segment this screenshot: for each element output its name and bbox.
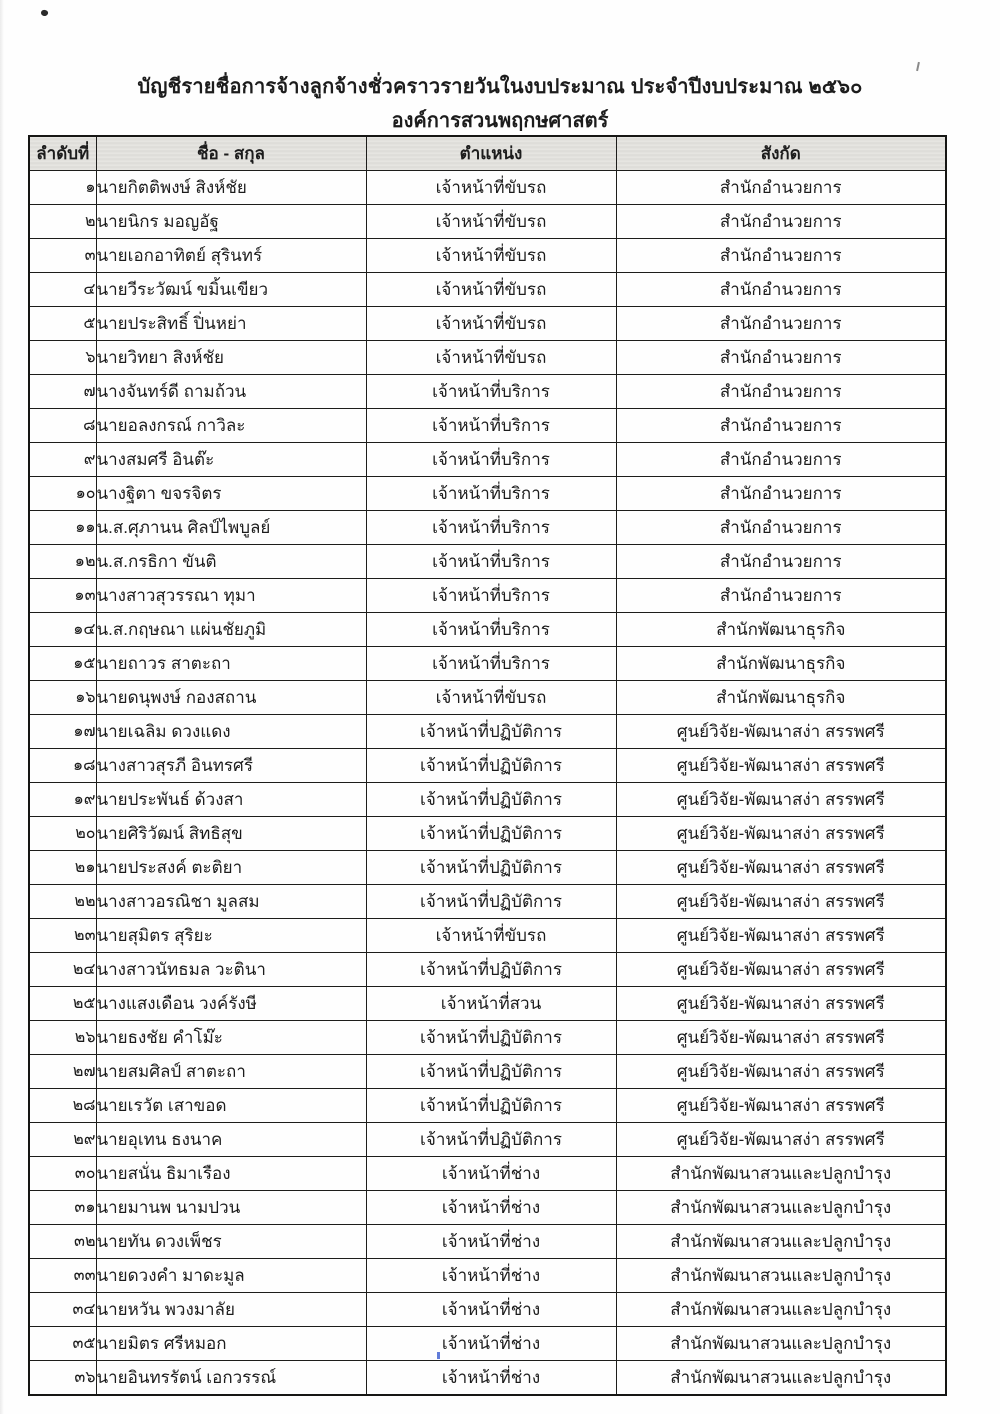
cell-position: เจ้าหน้าที่ช่าง — [366, 1361, 616, 1396]
cell-affiliation: สำนักอำนวยการ — [616, 579, 946, 613]
cell-index: ๑๖ — [29, 681, 96, 715]
cell-position: เจ้าหน้าที่บริการ — [366, 409, 616, 443]
cell-affiliation: ศูนย์วิจัย-พัฒนาสง่า สรรพศรี — [616, 1021, 946, 1055]
table-row — [29, 409, 946, 443]
cell-position: เจ้าหน้าที่บริการ — [366, 579, 616, 613]
cell-index: ๘ — [29, 409, 96, 443]
cell-index: ๑๕ — [29, 647, 96, 681]
cell-name: นายทัน ดวงเพ็ชร — [96, 1225, 366, 1259]
cell-index: ๒๒ — [29, 885, 96, 919]
table-row — [29, 1361, 946, 1396]
cell-affiliation: สำนักอำนวยการ — [616, 273, 946, 307]
cell-name: นายมานพ นามปวน — [96, 1191, 366, 1225]
table-row — [29, 613, 946, 647]
cell-affiliation: สำนักพัฒนาสวนและปลูกบำรุง — [616, 1259, 946, 1293]
employee-table-header — [29, 136, 946, 171]
table-row — [29, 783, 946, 817]
cell-position: เจ้าหน้าที่บริการ — [366, 613, 616, 647]
cell-affiliation: ศูนย์วิจัย-พัฒนาสง่า สรรพศรี — [616, 1123, 946, 1157]
cell-name: นายอินทรรัตน์ เอกวรรณ์ — [96, 1361, 366, 1396]
cell-index: ๗ — [29, 375, 96, 409]
table-row — [29, 1259, 946, 1293]
table-row — [29, 477, 946, 511]
cell-index: ๑๘ — [29, 749, 96, 783]
cell-affiliation: สำนักพัฒนาสวนและปลูกบำรุง — [616, 1157, 946, 1191]
cell-name: นายถาวร สาตะถา — [96, 647, 366, 681]
cell-index: ๒๓ — [29, 919, 96, 953]
table-row — [29, 239, 946, 273]
cell-name: นายวีระวัฒน์ ขมิ้นเขียว — [96, 273, 366, 307]
cell-index: ๓๔ — [29, 1293, 96, 1327]
cell-name: นายเฉลิม ดวงแดง — [96, 715, 366, 749]
cell-name: นายหวัน พวงมาลัย — [96, 1293, 366, 1327]
cell-name: นายมิตร ศรีหมอก — [96, 1327, 366, 1361]
table-row — [29, 273, 946, 307]
cell-name: นายประสิทธิ์ ปิ่นหย่า — [96, 307, 366, 341]
table-row — [29, 987, 946, 1021]
cell-name: นางสมศรี อินต๊ะ — [96, 443, 366, 477]
table-row — [29, 1021, 946, 1055]
cell-position: เจ้าหน้าที่บริการ — [366, 375, 616, 409]
table-row — [29, 545, 946, 579]
cell-position: เจ้าหน้าที่บริการ — [366, 477, 616, 511]
cell-name: นายสุมิตร สุริยะ — [96, 919, 366, 953]
cell-index: ๒๖ — [29, 1021, 96, 1055]
cell-index: ๒๑ — [29, 851, 96, 885]
cell-position: เจ้าหน้าที่ปฏิบัติการ — [366, 851, 616, 885]
cell-position: เจ้าหน้าที่ขับรถ — [366, 341, 616, 375]
column-header-affiliation: สังกัด — [616, 136, 946, 171]
cell-affiliation: สำนักพัฒนาธุรกิจ — [616, 647, 946, 681]
cell-name: นางจันทร์ดี ถามถ้วน — [96, 375, 366, 409]
table-row — [29, 715, 946, 749]
cell-name: นางสาวสุรภี อินทรศรี — [96, 749, 366, 783]
table-row — [29, 1191, 946, 1225]
table-row — [29, 749, 946, 783]
cell-index: ๓๑ — [29, 1191, 96, 1225]
cell-index: ๒๕ — [29, 987, 96, 1021]
table-row — [29, 817, 946, 851]
cell-index: ๒๐ — [29, 817, 96, 851]
cell-affiliation: สำนักอำนวยการ — [616, 341, 946, 375]
cell-affiliation: สำนักอำนวยการ — [616, 375, 946, 409]
cell-index: ๓๖ — [29, 1361, 96, 1396]
cell-index: ๓๕ — [29, 1327, 96, 1361]
cell-index: ๓๐ — [29, 1157, 96, 1191]
table-row — [29, 511, 946, 545]
cell-position: เจ้าหน้าที่ขับรถ — [366, 919, 616, 953]
cell-affiliation: ศูนย์วิจัย-พัฒนาสง่า สรรพศรี — [616, 987, 946, 1021]
cell-position: เจ้าหน้าที่บริการ — [366, 443, 616, 477]
cell-position: เจ้าหน้าที่สวน — [366, 987, 616, 1021]
cell-index: ๙ — [29, 443, 96, 477]
cell-name: นายวิทยา สิงห์ชัย — [96, 341, 366, 375]
cell-affiliation: สำนักอำนวยการ — [616, 239, 946, 273]
cell-position: เจ้าหน้าที่ปฏิบัติการ — [366, 817, 616, 851]
cell-index: ๓ — [29, 239, 96, 273]
cell-position: เจ้าหน้าที่ช่าง — [366, 1293, 616, 1327]
table-row — [29, 375, 946, 409]
cell-affiliation: ศูนย์วิจัย-พัฒนาสง่า สรรพศรี — [616, 953, 946, 987]
cell-position: เจ้าหน้าที่ปฏิบัติการ — [366, 1055, 616, 1089]
cell-affiliation: สำนักอำนวยการ — [616, 409, 946, 443]
cell-index: ๕ — [29, 307, 96, 341]
cell-position: เจ้าหน้าที่ปฏิบัติการ — [366, 1123, 616, 1157]
table-row — [29, 919, 946, 953]
table-row — [29, 1327, 946, 1361]
table-row — [29, 885, 946, 919]
cell-position: เจ้าหน้าที่ขับรถ — [366, 171, 616, 205]
cell-name: นายอลงกรณ์ กาวิละ — [96, 409, 366, 443]
cell-position: เจ้าหน้าที่ปฏิบัติการ — [366, 783, 616, 817]
document-subtitle: องค์การสวนพฤกษศาสตร์ — [391, 110, 609, 132]
cell-name: นางสาวสุวรรณา ทุมา — [96, 579, 366, 613]
cell-name: นางแสงเดือน วงค์รังษี — [96, 987, 366, 1021]
table-row — [29, 341, 946, 375]
cell-affiliation: ศูนย์วิจัย-พัฒนาสง่า สรรพศรี — [616, 1055, 946, 1089]
cell-position: เจ้าหน้าที่ขับรถ — [366, 273, 616, 307]
cell-position: เจ้าหน้าที่บริการ — [366, 545, 616, 579]
table-row — [29, 681, 946, 715]
cell-name: นายดวงคำ มาดะมูล — [96, 1259, 366, 1293]
document-title: บัญชีรายชื่อการจ้างลูกจ้างชั่วคราวรายวันในงบประมาณ ประจำปีงบประมาณ ๒๕๖๐ — [137, 76, 863, 98]
cell-name: นายศิริวัฒน์ สิทธิสุข — [96, 817, 366, 851]
cell-name: นางสาวนัทธมล วะตินา — [96, 953, 366, 987]
cell-name: นายประสงค์ ตะติยา — [96, 851, 366, 885]
cell-name: นายเอกอาทิตย์ สุรินทร์ — [96, 239, 366, 273]
cell-affiliation: ศูนย์วิจัย-พัฒนาสง่า สรรพศรี — [616, 1089, 946, 1123]
cell-affiliation: สำนักอำนวยการ — [616, 545, 946, 579]
cell-affiliation: สำนักพัฒนาสวนและปลูกบำรุง — [616, 1293, 946, 1327]
cell-index: ๑๙ — [29, 783, 96, 817]
cell-affiliation: สำนักอำนวยการ — [616, 477, 946, 511]
cell-name: นายกิตติพงษ์ สิงห์ชัย — [96, 171, 366, 205]
table-row — [29, 443, 946, 477]
table-row — [29, 171, 946, 205]
cell-affiliation: สำนักพัฒนาสวนและปลูกบำรุง — [616, 1225, 946, 1259]
table-row — [29, 647, 946, 681]
cell-affiliation: ศูนย์วิจัย-พัฒนาสง่า สรรพศรี — [616, 851, 946, 885]
cell-name: น.ส.ศุภานน ศิลป์ไพบูลย์ — [96, 511, 366, 545]
cell-name: นายนิกร มอญอัฐ — [96, 205, 366, 239]
cell-position: เจ้าหน้าที่ปฏิบัติการ — [366, 1089, 616, 1123]
cell-affiliation: ศูนย์วิจัย-พัฒนาสง่า สรรพศรี — [616, 885, 946, 919]
table-row — [29, 205, 946, 239]
cell-index: ๑ — [29, 171, 96, 205]
cell-position: เจ้าหน้าที่ขับรถ — [366, 681, 616, 715]
cell-name: นายสนั่น ธิมาเรือง — [96, 1157, 366, 1191]
table-row — [29, 1157, 946, 1191]
cell-position: เจ้าหน้าที่ช่าง — [366, 1327, 616, 1361]
cell-name: น.ส.กรธิกา ขันติ — [96, 545, 366, 579]
cell-index: ๑๑ — [29, 511, 96, 545]
cell-affiliation: ศูนย์วิจัย-พัฒนาสง่า สรรพศรี — [616, 749, 946, 783]
cell-affiliation: สำนักอำนวยการ — [616, 171, 946, 205]
cell-affiliation: สำนักพัฒนาสวนและปลูกบำรุง — [616, 1191, 946, 1225]
cell-affiliation: สำนักพัฒนาสวนและปลูกบำรุง — [616, 1361, 946, 1396]
cell-affiliation: สำนักพัฒนาสวนและปลูกบำรุง — [616, 1327, 946, 1361]
cell-position: เจ้าหน้าที่บริการ — [366, 647, 616, 681]
header-row — [29, 136, 946, 171]
cell-affiliation: ศูนย์วิจัย-พัฒนาสง่า สรรพศรี — [616, 817, 946, 851]
cell-name: นางฐิตา ขจรจิตร — [96, 477, 366, 511]
table-row — [29, 1089, 946, 1123]
column-header-index: ลำดับที่ — [29, 136, 96, 171]
cell-affiliation: สำนักอำนวยการ — [616, 307, 946, 341]
table-row — [29, 1123, 946, 1157]
cell-affiliation: สำนักอำนวยการ — [616, 205, 946, 239]
table-row — [29, 1055, 946, 1089]
cell-index: ๒๗ — [29, 1055, 96, 1089]
table-row — [29, 851, 946, 885]
cell-index: ๒๙ — [29, 1123, 96, 1157]
cell-position: เจ้าหน้าที่ขับรถ — [366, 239, 616, 273]
cell-index: ๓๓ — [29, 1259, 96, 1293]
cell-name: นายเรวัต เสาขอด — [96, 1089, 366, 1123]
cell-position: เจ้าหน้าที่ปฏิบัติการ — [366, 715, 616, 749]
cell-name: นางสาวอรณิชา มูลสม — [96, 885, 366, 919]
cell-index: ๓๒ — [29, 1225, 96, 1259]
cell-affiliation: ศูนย์วิจัย-พัฒนาสง่า สรรพศรี — [616, 783, 946, 817]
table-row — [29, 1293, 946, 1327]
cell-name: นายอุเทน ธงนาค — [96, 1123, 366, 1157]
cell-affiliation: สำนักพัฒนาธุรกิจ — [616, 681, 946, 715]
cell-affiliation: ศูนย์วิจัย-พัฒนาสง่า สรรพศรี — [616, 919, 946, 953]
cell-affiliation: สำนักพัฒนาธุรกิจ — [616, 613, 946, 647]
cell-affiliation: ศูนย์วิจัย-พัฒนาสง่า สรรพศรี — [616, 715, 946, 749]
employee-table — [28, 135, 947, 1396]
table-row — [29, 1225, 946, 1259]
cell-position: เจ้าหน้าที่ขับรถ — [366, 307, 616, 341]
cell-index: ๑๐ — [29, 477, 96, 511]
cell-name: นายดนุพงษ์ กองสถาน — [96, 681, 366, 715]
cell-position: เจ้าหน้าที่บริการ — [366, 511, 616, 545]
column-header-position: ตำแหน่ง — [366, 136, 616, 171]
cell-index: ๔ — [29, 273, 96, 307]
cell-name: นายธงชัย คำโม๊ะ — [96, 1021, 366, 1055]
cell-position: เจ้าหน้าที่ปฏิบัติการ — [366, 953, 616, 987]
cell-name: นายสมศิลป์ สาตะถา — [96, 1055, 366, 1089]
cell-index: ๒๔ — [29, 953, 96, 987]
cell-position: เจ้าหน้าที่ช่าง — [366, 1225, 616, 1259]
cell-position: เจ้าหน้าที่ช่าง — [366, 1191, 616, 1225]
cell-position: เจ้าหน้าที่ช่าง — [366, 1259, 616, 1293]
table-row — [29, 953, 946, 987]
cell-affiliation: สำนักอำนวยการ — [616, 443, 946, 477]
cell-name: น.ส.กฤษณา แผ่นชัยภูมิ — [96, 613, 366, 647]
scan-artifact-speck — [40, 9, 49, 17]
cell-position: เจ้าหน้าที่ขับรถ — [366, 205, 616, 239]
employee-table-body — [29, 171, 946, 1396]
cell-affiliation: สำนักอำนวยการ — [616, 511, 946, 545]
cell-name: นายประพันธ์ ด้วงสา — [96, 783, 366, 817]
cell-index: ๑๗ — [29, 715, 96, 749]
cell-position: เจ้าหน้าที่ช่าง — [366, 1157, 616, 1191]
table-row — [29, 307, 946, 341]
cell-position: เจ้าหน้าที่ปฏิบัติการ — [366, 885, 616, 919]
cell-index: ๑๒ — [29, 545, 96, 579]
cell-position: เจ้าหน้าที่ปฏิบัติการ — [366, 1021, 616, 1055]
cell-position: เจ้าหน้าที่ปฏิบัติการ — [366, 749, 616, 783]
cell-index: ๖ — [29, 341, 96, 375]
cell-index: ๒๘ — [29, 1089, 96, 1123]
column-header-name: ชื่อ - สกุล — [96, 136, 366, 171]
table-row — [29, 579, 946, 613]
cell-index: ๑๓ — [29, 579, 96, 613]
cell-index: ๑๔ — [29, 613, 96, 647]
cell-index: ๒ — [29, 205, 96, 239]
